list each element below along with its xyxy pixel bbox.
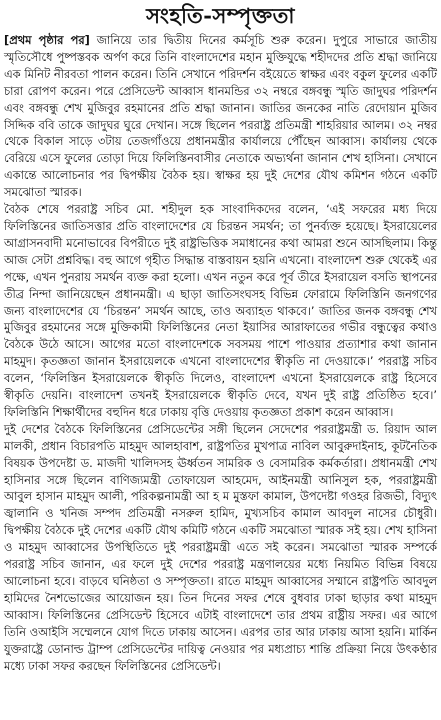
article-paragraph <box>4 32 437 201</box>
headline: সংহতি-সম্পৃক্ততা <box>146 3 295 28</box>
article-body <box>4 32 437 674</box>
source-tag: [প্রথম পৃষ্ঠার পর] <box>4 33 90 47</box>
paragraph-text: জানিয়ে তার দ্বিতীয় দিনের কর্মসূচি শুরু করেন। দুপুরে সাভারে জাতীয় স্মৃতিসৌধে পুষ্পস্তবক অর্পণ করে তিনি বাংলাদেশের মহান মুক্তিযুদ্ধে শহীদদের প্রতি শ্রদ্ধা জানিয়ে এক মিনিট নীরবতা পালন করেন। তিনি সেখানে পরিদর্শন বইয়েতে স্বাক্ষর এবং বকুল ফুলের একটি চারা রোপণ করেন। পরে প্রেসিডেন্ট আব্বাস ধানমন্ডির ৩২ নম্বরে বঙ্গবন্ধু স্মৃতি জাদুঘর পরিদর্শন এবং বঙ্গবন্ধু শেখ মুজিবুর রহমানের প্রতি শ্রদ্ধা জানান। জাতির জনকের নাতি রেদোয়ান মুজিব সিদ্দিক ববি তাকে জাদুঘর ঘুরে দেখান। সঙ্গে ছিলেন পররাষ্ট্র প্রতিমন্ত্রী শাহরিয়ার আলম। ৩২ নম্বর থেকে বিকাল সাড়ে ৩টায় তেজগাঁওয়ে প্রধানমন্ত্রীর কার্যালয়ে পৌঁছেন আব্বাস। কার্যালয় থেকে বেরিয়ে এসে ফুলের তোড়া দিয়ে ফিলিস্তিনবাসীর নেতাকে অভ্যর্থনা জানান শেখ হাসিনা। সেখানে একান্তে আলোচনার পর দ্বিপক্ষীয় বৈঠক হয়। স্বাক্ষর হয় দুই দেশের যৌথ কমিশন গঠনে একটি সমঝোতা স্মারক। <box>4 33 437 200</box>
article-paragraph: বৈঠক শেষে পররাষ্ট্র সচিব মো. শহীদুল হক সাংবাদিকদের বলেন, ‘এই সফরের মধ্য দিয়ে ফিলিস্তিনের জাতিসত্তার প্রতি বাংলাদেশের যে চিরন্তন সমর্থন; তা পুনর্ব্যক্ত হয়েছে। ইসরায়েলের আগ্রাসনবাদী মনোভাবের বিপরীতে দুই রাষ্ট্রভিত্তিক সমাধানের কথা আমরা শুনে আসছিলাম। কিন্তু আজ সেটা প্রশ্নবিদ্ধ। বহু আগে গৃহীত সিদ্ধান্ত বাস্তবায়ন হয়নি এখনো। বাংলাদেশ শুরু থেকেই এর পক্ষে, এখন পুনরায় সমর্থন ব্যক্ত করা হলো। এখন নতুন করে পূর্ব তীরে ইসরায়েল বসতি স্থাপনের তীব্র নিন্দা জানিয়েছেন প্রধানমন্ত্রী। এ ছাড়া জাতিসংঘসহ বিভিন্ন ফোরামে ফিলিস্তিনি জনগণের জন্য বাংলাদেশের যে ‘চিরন্তন’ সমর্থন আছে, তাও অব্যাহত থাকবে।’ জাতির জনক বঙ্গবন্ধু শেখ মুজিবুর রহমানের সঙ্গে মুক্তিকামী ফিলিস্তিনের নেতা ইয়াসির আরাফাতের গভীর বন্ধুত্বের কথাও বৈঠকে উঠে আসে। আগের মতো বাংলাদেশকে সবসময় পাশে পাওয়ার প্রত্যাশার কথা জানান মাহমুদ। কৃতজ্ঞতা জানান ইসরায়েলকে এখনো বাংলাদেশের স্বীকৃতি না দেওয়াকে।’ পররাষ্ট্র সচিব বলেন, ‘ফিলিস্তিন ইসরায়েলকে স্বীকৃতি দিলেও, বাংলাদেশ এখনো ইসরায়েলকে রাষ্ট্র হিসেবে স্বীকৃতি দেয়নি। বাংলাদেশ তখনই ইসরায়েলকে স্বীকৃতি দেবে, যখন দুই রাষ্ট্র প্রতিষ্ঠিত হবে।’ ফিলিস্তিনি শিক্ষার্থীদের বহুদিন ধরে ঢাকায় বৃত্তি দেওয়ায় কৃতজ্ঞতা প্রকাশ করেন আব্বাস। <box>4 202 437 419</box>
article-paragraph: দুই দেশের বৈঠকে ফিলিস্তিনের প্রেসিডেন্টের সঙ্গী ছিলেন সেদেশের পররাষ্ট্রমন্ত্রী ড. রিয়াদ আল মালকী, প্রধান বিচারপতি মাহমুদ আলহাবাশ, রাষ্ট্রপতির মুখপাত্র নাবিল আবুরুদাইনাহ, কূটনৈতিক বিষয়ক উপদেষ্টা ড. মাজদী খালিদসহ ঊর্ধ্বতন সামরিক ও বেসামরিক কর্মকর্তারা। প্রধানমন্ত্রী শেখ হাসিনার সঙ্গে ছিলেন বাণিজ্যমন্ত্রী তোফায়েল আহমেদ, আইনমন্ত্রী আনিসুল হক, পররাষ্ট্রমন্ত্রী আবুল হাসান মাহমুদ আলী, পরিকল্পনামন্ত্রী আ হ ম মুস্তফা কামাল, উপদেষ্টা গওহর রিজভী, বিদ্যুৎ জ্বালানি ও খনিজ সম্পদ প্রতিমন্ত্রী নসরুল হামিদ, মুখ্যসচিব কামাল আবদুল নাসের চৌধুরী। দ্বিপক্ষীয় বৈঠকে দুই দেশের একটি যৌথ কমিটি গঠনে একটি সমঝোতা স্মারক সই হয়। শেখ হাসিনা ও মাহমুদ আব্বাসের উপস্থিতিতে দুই পররাষ্ট্রমন্ত্রী এতে সই করেন। সমঝোতা স্মারক সম্পর্কে পররাষ্ট্র সচিব জানান, এর ফলে দুই দেশের পররাষ্ট্র মন্ত্রণালয়ের মধ্যে নিয়মিত বিভিন্ন বিষয়ে আলোচনা হবে। বাড়বে ঘনিষ্ঠতা ও সম্পৃক্ততা। রাতে মাহমুদ আব্বাসের সম্মানে রাষ্ট্রপতি আবদুল হামিদের নৈশভোজের আয়োজন হয়। তিন দিনের সফর শেষে বুধবার ঢাকা ছাড়ার কথা মাহমুদ আব্বাস। ফিলিস্তিনের প্রেসিডেন্ট হিসেবে এটাই বাংলাদেশে তার প্রথম রাষ্ট্রীয় সফর। এর আগে তিনি ওআইসি সম্মেলনে যোগ দিতে ঢাকায় আসেন। এরপর তার আর ঢাকায় আসা হয়নি। মার্কিন যুক্তরাষ্ট্রে ডোনাল্ড ট্রাম্প প্রেসিডেন্টের দায়িত্ব নেওয়ার পর মধ্যপ্রাচ্য শান্তি প্রক্রিয়া নিয়ে উৎকণ্ঠার মধ্যে ঢাকা সফর করছেন ফিলিস্তিনের প্রেসিডেন্ট। <box>4 421 437 673</box>
